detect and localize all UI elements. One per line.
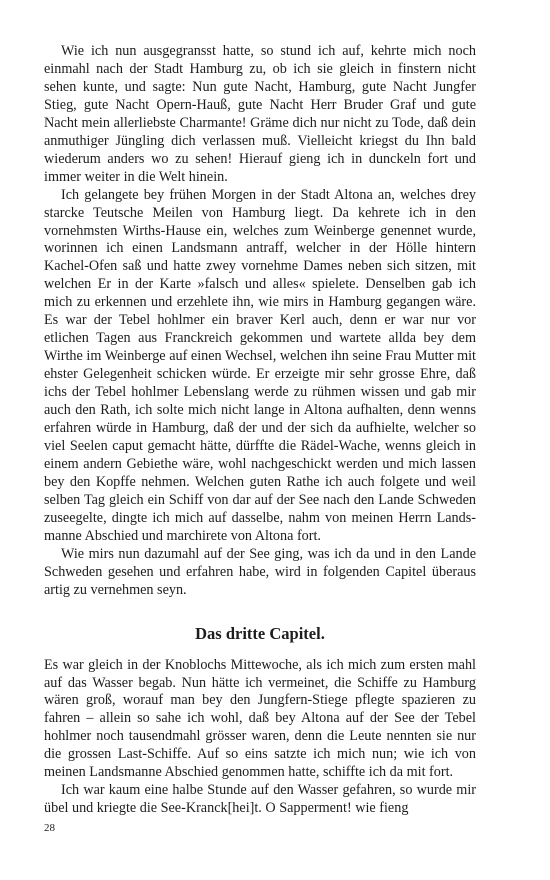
paragraph: Wie mirs nun dazumahl auf der See ging, was ich da und in den Lande Schweden gesehen und erfahren habe, wird in folgenden Capitel überaus artig zu vernehmen seyn.: [44, 545, 476, 598]
chapter-heading: Das dritte Capitel.: [195, 623, 325, 643]
paragraph: Ich gelangete bey frühen Morgen in der Stadt Altona an, welches drey starcke Teutsche Meilen von Hamburg liegt. Da kehrete ich in den vornehmsten Wirths-Hause ein, welches zum Weinberge genennet wurde, worinnen ich einen Landsmann antraff, welcher in der Hölle hintern Kachel-Ofen saß und hatte zwey vornehme Dames neben sich sitzen, mit welchen Er in der Karte »falsch und alles« spielete. Denselben gab ich mich zu erkennen und erzehlete ihn, wie mirs in Hamburg gegangen wäre. Es war der Tebel hohlmer ein braver Kerl auch, denn er war nur vor etlichen Tagen aus Franckreich gekommen und wartete allda bey dem Wirthe im Weinberge auf einen Wechsel, welchen ihn seine Frau Mutter mit ehster Gelegenheit schicken würde. Er erzeigte mir sehr grosse Ehre, daß ichs der Tebel hohlmer Lebenslang werde zu rühmen wissen und gab mir auch den Rath, ich solte mich nicht lange in Altona aufhalten, denn wenns erfahren würde in Hamburg, daß der und der sich da aufhielte, welcher so viel Seelen caput gemacht hätte, dürffte die Rädel-Wache, wenns gleich in einem andern Gebiethe wäre, wohl nachgeschickt werden und mich lassen bey den Kopffe nehmen. Welchen guten Rathe ich auch folgete und weil selben Tag gleich ein Schiff von dar auf der See nach den Lande Schweden zuseegelte, dingte ich mich auf dasselbe, nahm von meinen Herrn Landsmanne Abschied und marchirete von Altona fort.: [44, 186, 476, 544]
paragraph: Ich war kaum eine halbe Stunde auf den Wasser gefahren, so wurde mir übel und kriegte die See-Kranck[hei]t. O Sapperment! wie fieng: [44, 782, 476, 817]
page-number: 28: [44, 822, 55, 834]
paragraph: Es war gleich in der Knoblochs Mittewoche, als ich mich zum ersten mahl auf das Wasser begab. Nun hätte ich vermeinet, die Schiffe zu Hamburg wären groß, worauf man bey den Jungfern-Stiege pflegte spazieren zu fahren – allein so sahe ich wohl, daß bey Altona auf der See der Tebel hohlmer noch tausendmahl grösser waren, denn die Leute nennten sie nur die grossen Last-Schiffe. Auf so eins satzte ich mich nun; wie ich von meinen Landsmanne Abschied genommen hatte, schiffte ich da mit fort.: [44, 656, 476, 781]
paragraph: Wie ich nun ausgegransst hatte, so stund ich auf, kehrte mich noch einmahl nach der Stadt Hamburg zu, ob ich sie gleich in finstern nicht sehen kunte, und sagte: Nun gute Nacht, Hamburg, gute Nacht Jungfer Stieg, gute Nacht Opern-Hauß, gute Nacht Herr Bruder Graf und gute Nacht mein allerliebste Charmante! Gräme dich nur nicht zu Tode, daß dein anmuthiger Jüngling dich verlassen muß. Vielleicht kriegst du Ihn bald wiederum anders wo zu sehen! Hierauf gieng ich in dunckeln fort und immer weiter in die Welt hinein.: [44, 43, 476, 185]
book-page: [44, 43, 476, 818]
